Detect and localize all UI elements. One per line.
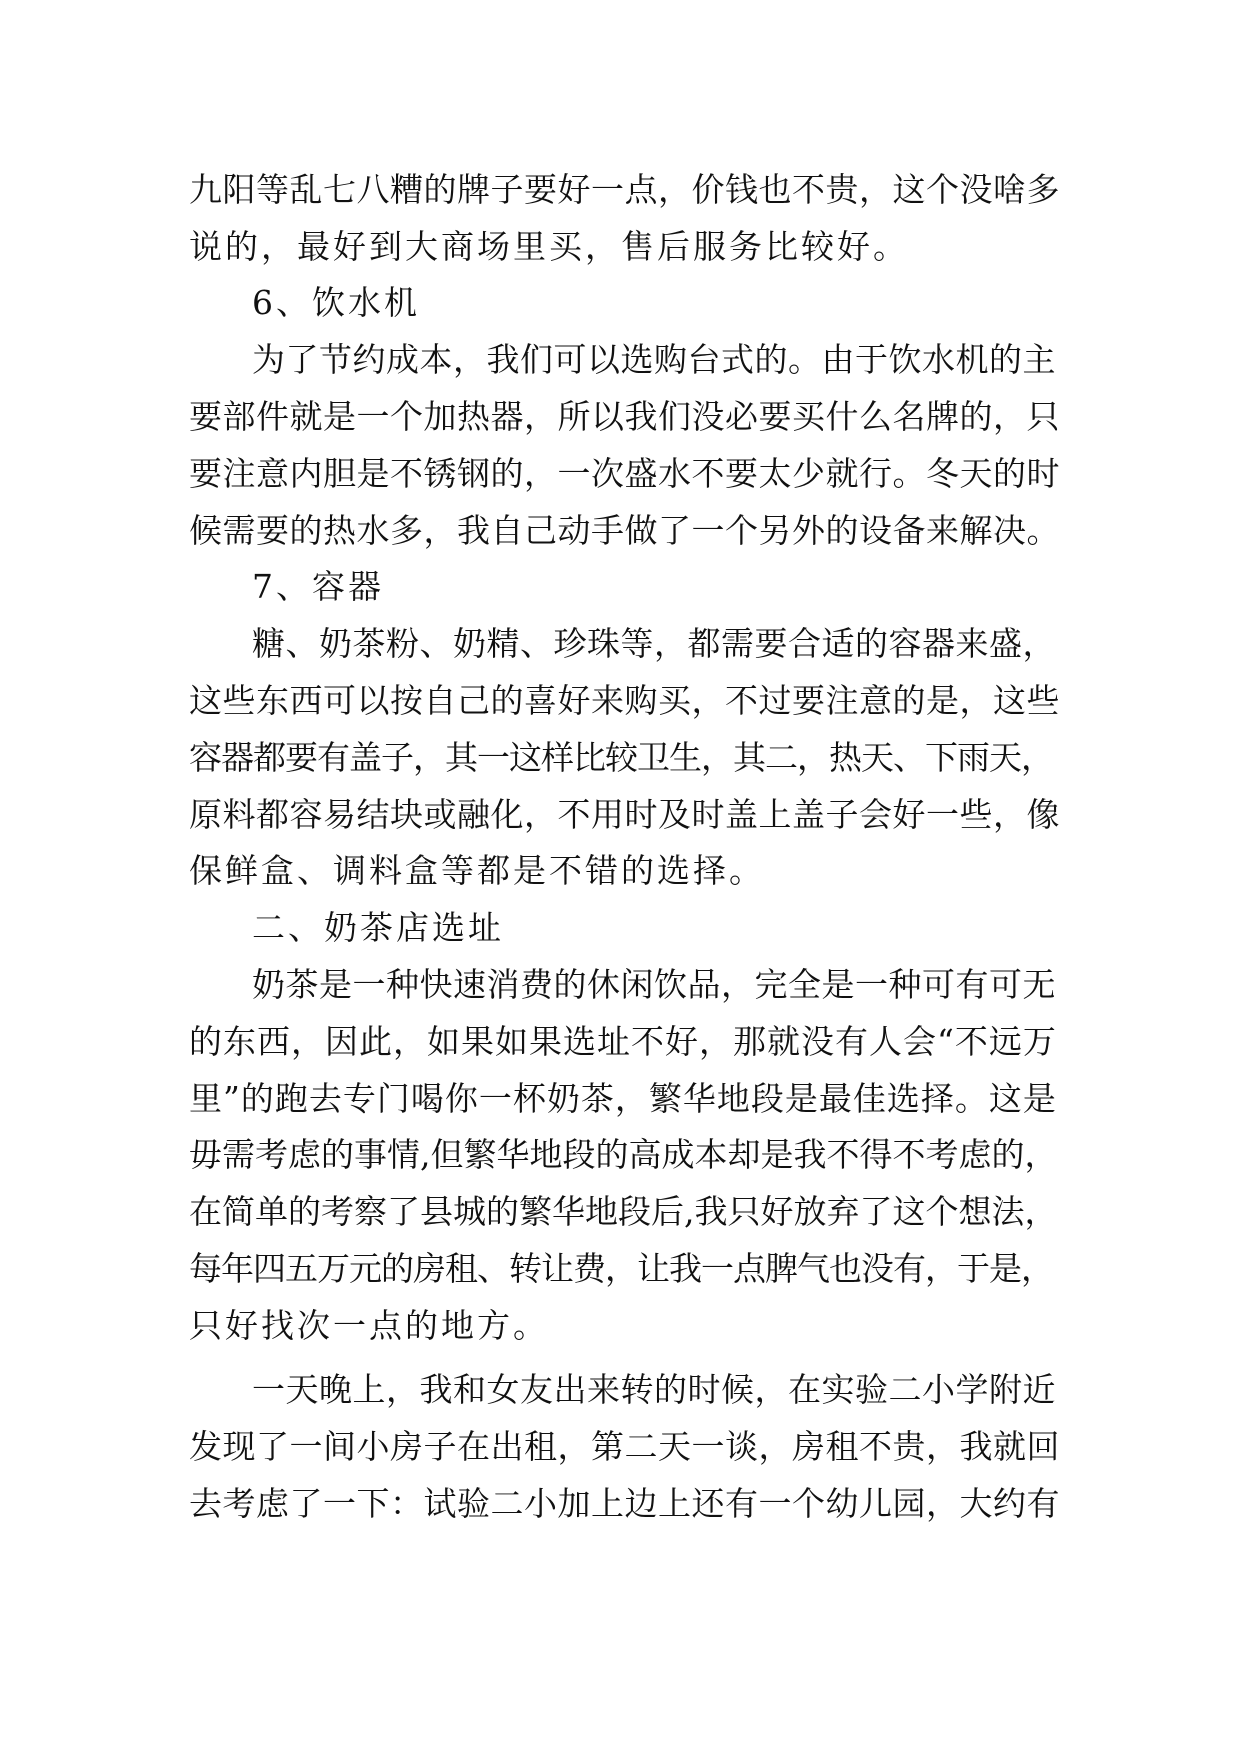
text-line: 的东西，因此，如果如果选址不好，那就没有人会“不远万 bbox=[189, 1022, 1057, 1061]
text-line: 九阳等乱七八糟的牌子要好一点，价钱也不贵，这个没啥多 bbox=[189, 170, 1060, 209]
text-line: 说的，最好到大商场里买，售后服务比较好。 bbox=[189, 227, 909, 266]
paragraph-first-line: 糖、奶茶粉、奶精、珍珠等，都需要合适的容器来盛， bbox=[252, 624, 1056, 663]
text-line: 在简单的考察了县城的繁华地段后,我只好放弃了这个想法， bbox=[189, 1192, 1058, 1231]
section-heading: 7、容器 bbox=[252, 567, 384, 606]
text-line: 要部件就是一个加热器，所以我们没必要买什么名牌的，只 bbox=[189, 397, 1060, 436]
text-line: 每年四五万元的房租、转让费，让我一点脾气也没有，于是， bbox=[189, 1249, 1053, 1288]
text-line: 原料都容易结块或融化，不用时及时盖上盖子会好一些，像 bbox=[189, 795, 1060, 834]
text-line: 里”的跑去专门喝你一杯奶茶，繁华地段是最佳选择。这是 bbox=[189, 1079, 1057, 1118]
text-line: 这些东西可以按自己的喜好来购买，不过要注意的是，这些 bbox=[189, 681, 1060, 720]
text-line: 毋需考虑的事情,但繁华地段的高成本却是我不得不考虑的， bbox=[189, 1135, 1058, 1174]
text-line: 保鲜盒、调料盒等都是不错的选择。 bbox=[189, 851, 765, 890]
text-line: 要注意内胆是不锈钢的，一次盛水不要太少就行。冬天的时 bbox=[189, 454, 1060, 493]
text-line: 候需要的热水多，我自己动手做了一个另外的设备来解决。 bbox=[189, 511, 1060, 550]
paragraph-first-line: 奶茶是一种快速消费的休闲饮品，完全是一种可有可无 bbox=[252, 965, 1056, 1004]
text-line: 发现了一间小房子在出租，第二天一谈，房租不贵，我就回 bbox=[189, 1427, 1060, 1466]
text-line: 容器都要有盖子，其一这样比较卫生，其二，热天、下雨天， bbox=[189, 738, 1053, 777]
section-heading: 6、饮水机 bbox=[252, 283, 420, 322]
section-heading: 二、奶茶店选址 bbox=[252, 908, 504, 947]
paragraph-first-line: 一天晚上，我和女友出来转的时候，在实验二小学附近 bbox=[252, 1370, 1056, 1409]
text-line: 去考虑了一下：试验二小加上边上还有一个幼儿园，大约有 bbox=[189, 1484, 1060, 1523]
text-line: 只好找次一点的地方。 bbox=[189, 1306, 549, 1345]
paragraph-first-line: 为了节约成本，我们可以选购台式的。由于饮水机的主 bbox=[252, 340, 1056, 379]
